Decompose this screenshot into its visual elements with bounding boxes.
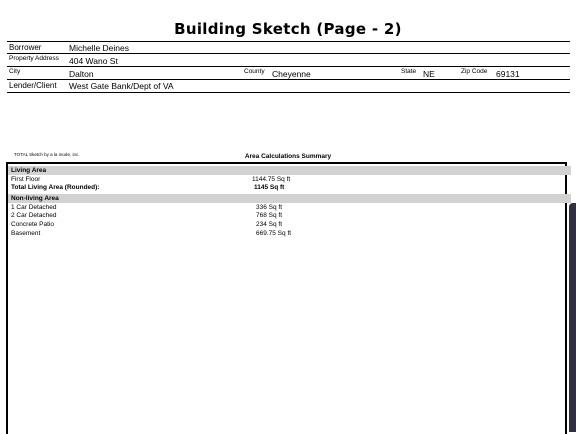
scrollbar-track[interactable]	[569, 203, 576, 432]
area-value: 1145 Sq ft	[254, 184, 285, 191]
state-label: State	[401, 68, 417, 75]
lender-row	[7, 80, 570, 92]
borrower-value: Michelle Deines	[69, 43, 129, 53]
city-row	[7, 67, 570, 80]
area-name: First Floor	[11, 176, 41, 183]
area-name: Concrete Patio	[11, 221, 54, 228]
city-value: Dalton	[69, 69, 94, 79]
zip-label: Zip Code	[461, 68, 488, 75]
area-name: Total Living Area (Rounded):	[11, 184, 100, 191]
address-row	[7, 54, 570, 67]
county-value: Cheyenne	[272, 69, 311, 79]
subject-info-table	[7, 41, 570, 93]
area-value: 336 Sq ft	[256, 204, 283, 211]
summary-title: Area Calculations Summary	[244, 153, 332, 160]
borrower-row	[7, 42, 570, 54]
state-value: NE	[423, 69, 435, 79]
area-value: 768 Sq ft	[256, 212, 283, 219]
area-value: 669.75 Sq ft	[256, 230, 292, 237]
address-label: Property Address	[9, 55, 59, 62]
lender-value: West Gate Bank/Dept of VA	[69, 81, 174, 91]
area-value: 1144.75 Sq ft	[252, 176, 291, 183]
non-living-area-heading: Non-living Area	[8, 194, 571, 203]
area-name: Basement	[11, 230, 41, 237]
living-area-heading: Living Area	[8, 166, 571, 175]
city-label: City	[9, 68, 21, 75]
software-credit: TOTAL Sketch by a la mode, inc.	[14, 152, 80, 157]
area-value: 234 Sq ft	[256, 221, 283, 228]
page-title: Building Sketch (Page - 2)	[174, 20, 402, 38]
lender-label: Lender/Client	[9, 81, 57, 90]
county-label: County	[244, 68, 265, 75]
area-name: 2 Car Detached	[11, 212, 57, 219]
zip-value: 69131	[496, 69, 520, 79]
borrower-label: Borrower	[9, 43, 42, 52]
area-name: 1 Car Detached	[11, 204, 57, 211]
address-value: 404 Wano St	[69, 56, 118, 66]
